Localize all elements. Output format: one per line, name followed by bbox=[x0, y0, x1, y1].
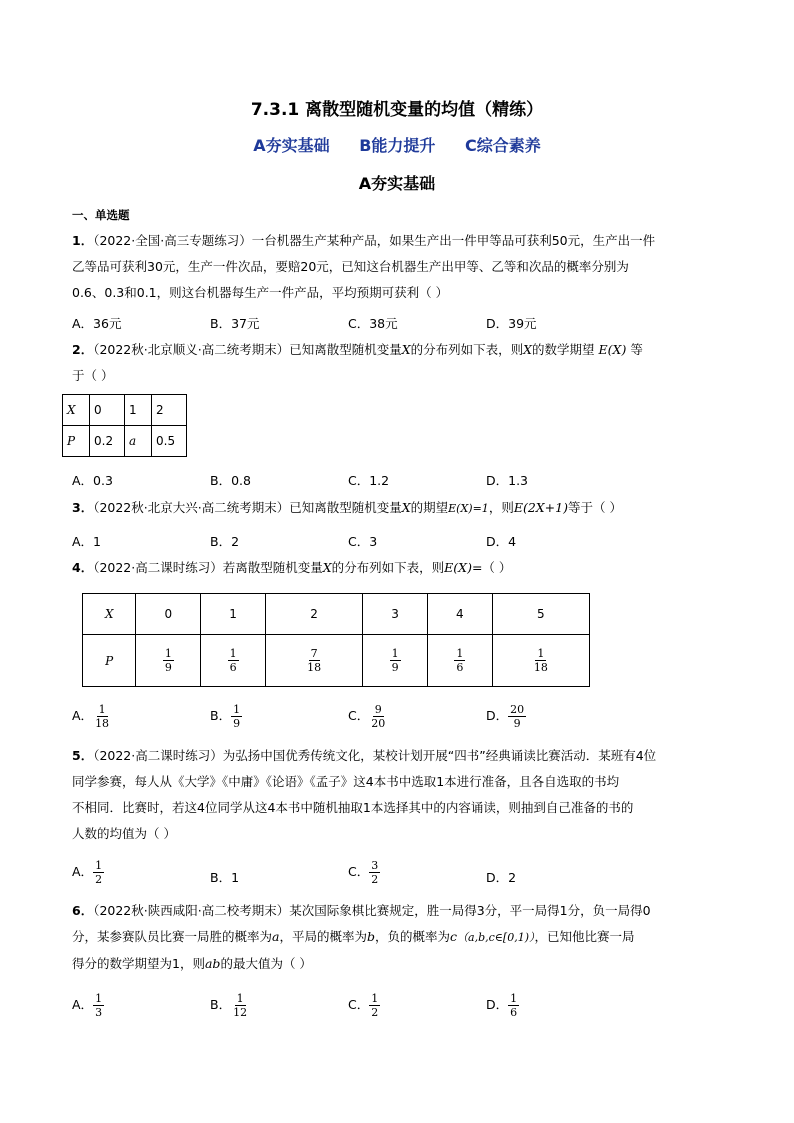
table-cell: $\frac{1}{18}$ bbox=[492, 635, 589, 687]
q4-distribution-table bbox=[82, 593, 590, 687]
question-4: 4．（2022·高二课时练习）若离散型随机变量X的分布列如下表，则E(X)=（ ） bbox=[72, 560, 512, 575]
table-cell: 0.2 bbox=[90, 426, 125, 457]
table-cell: $\frac{7}{18}$ bbox=[266, 635, 363, 687]
q1-line3: 0.6、0.3和0.1，则这台机器每生产一件产品，平均预期可获利（ ） bbox=[72, 285, 449, 300]
q2-option-b[interactable]: B．0.8 bbox=[210, 473, 251, 488]
table-cell: P bbox=[63, 426, 90, 457]
tab-a[interactable]: A夯实基础 bbox=[253, 136, 330, 155]
table-cell: 2 bbox=[266, 594, 363, 635]
table-cell: X bbox=[63, 395, 90, 426]
table-cell: 4 bbox=[427, 594, 492, 635]
table-row bbox=[63, 395, 187, 426]
q6-option-d[interactable]: D． $\frac{1}{6}$ bbox=[486, 992, 518, 1019]
table-cell: $\frac{1}{9}$ bbox=[363, 635, 428, 687]
q5-option-c[interactable]: C． $\frac{3}{2}$ bbox=[348, 859, 379, 886]
table-cell: $\frac{1}{9}$ bbox=[136, 635, 201, 687]
table-cell: 0 bbox=[136, 594, 201, 635]
table-row bbox=[83, 594, 590, 635]
q1-line1: 1．（2022·全国·高三专题练习）一台机器生产某种产品，如果生产出一件甲等品可获利50元，生产出一件 bbox=[72, 233, 656, 248]
q3-option-b[interactable]: B．2 bbox=[210, 534, 240, 549]
table-cell: 1 bbox=[125, 395, 152, 426]
q1-option-b[interactable]: B．37元 bbox=[210, 316, 260, 331]
question-3: 3．（2022秋·北京大兴·高二统考期末）已知离散型随机变量X的期望E(X)=1，则E(2X+1)等于（ ） bbox=[72, 500, 622, 515]
table-cell: P bbox=[83, 635, 136, 687]
table-cell: a bbox=[125, 426, 152, 457]
q1-option-c[interactable]: C．38元 bbox=[348, 316, 398, 331]
question-1 bbox=[72, 228, 655, 306]
table-cell: 3 bbox=[363, 594, 428, 635]
q3-option-d[interactable]: D．4 bbox=[486, 534, 517, 549]
q2-option-c[interactable]: C．1.2 bbox=[348, 473, 390, 488]
q1-option-a[interactable]: A．36元 bbox=[72, 316, 122, 331]
q1-line2: 乙等品可获利30元，生产一件次品，要赔20元，已知这台机器生产出甲等、乙等和次品的概率分别为 bbox=[72, 259, 629, 274]
q2-distribution-table bbox=[62, 394, 187, 457]
q4-option-b[interactable]: B． $\frac{1}{9}$ bbox=[210, 703, 241, 730]
q4-option-d[interactable]: D． $\frac{20}{9}$ bbox=[486, 703, 525, 730]
q3-option-c[interactable]: C．3 bbox=[348, 534, 378, 549]
section-tabs bbox=[0, 133, 794, 156]
table-cell: X bbox=[83, 594, 136, 635]
q1-option-d[interactable]: D．39元 bbox=[486, 316, 537, 331]
table-cell: 2 bbox=[152, 395, 187, 426]
tab-c[interactable]: C综合素养 bbox=[465, 136, 541, 155]
q4-option-a[interactable]: A． $\frac{1}{18}$ bbox=[72, 703, 110, 730]
q2-line1: 2．（2022秋·北京顺义·高二统考期末）已知离散型随机变量X的分布列如下表，则X的数学期望 E(X) 等 bbox=[72, 342, 643, 357]
table-row bbox=[83, 635, 590, 687]
q4-option-c[interactable]: C． $\frac{9}{20}$ bbox=[348, 703, 386, 730]
section-title: A夯实基础 bbox=[358, 174, 436, 193]
q5-line3: 不相同．比赛时，若这4位同学从这4本书中随机抽取1本选择其中的内容诵读，则抽到自己准备的书的 bbox=[72, 800, 634, 815]
q5-line4: 人数的均值为（ ） bbox=[72, 826, 176, 841]
question-2 bbox=[72, 337, 643, 389]
q2-option-d[interactable]: D．1.3 bbox=[486, 473, 529, 488]
q6-line1: 6．（2022秋·陕西咸阳·高二校考期末）某次国际象棋比赛规定，胜一局得3分，平一局得1分，负一局得0 bbox=[72, 903, 651, 918]
q3-option-a[interactable]: A．1 bbox=[72, 534, 102, 549]
table-cell: 0.5 bbox=[152, 426, 187, 457]
q5-line2: 同学参赛，每人从《大学》《中庸》《论语》《孟子》这4本书中选取1本进行准备，且各自选取的书均 bbox=[72, 774, 620, 789]
q5-line1: 5．（2022·高二课时练习）为弘扬中国优秀传统文化，某校计划开展“四书”经典诵读比赛活动．某班有4位 bbox=[72, 748, 657, 763]
tab-b[interactable]: B能力提升 bbox=[359, 136, 436, 155]
question-6 bbox=[72, 898, 651, 977]
table-cell: $\frac{1}{6}$ bbox=[427, 635, 492, 687]
q6-option-b[interactable]: B． $\frac{1}{12}$ bbox=[210, 992, 248, 1019]
table-cell: $\frac{1}{6}$ bbox=[201, 635, 266, 687]
table-cell: 5 bbox=[492, 594, 589, 635]
table-cell: 0 bbox=[90, 395, 125, 426]
q5-option-a[interactable]: A． $\frac{1}{2}$ bbox=[72, 859, 103, 886]
question-5 bbox=[72, 743, 656, 847]
q6-line3: 得分的数学期望为1，则ab的最大值为（ ） bbox=[72, 956, 312, 971]
page-title: 7.3.1 离散型随机变量的均值（精练） bbox=[250, 100, 544, 120]
table-cell: 1 bbox=[201, 594, 266, 635]
q2-line2: 于（ ） bbox=[72, 368, 114, 383]
q6-option-a[interactable]: A． $\frac{1}{3}$ bbox=[72, 992, 103, 1019]
q5-option-b[interactable]: B．1 bbox=[210, 870, 240, 885]
q6-line2: 分，某参赛队员比赛一局胜的概率为a，平局的概率为b，负的概率为c（a,b,c∈[0,1)），已知他比赛一局 bbox=[72, 929, 635, 944]
q6-option-c[interactable]: C． $\frac{1}{2}$ bbox=[348, 992, 379, 1019]
table-row bbox=[63, 426, 187, 457]
q2-option-a[interactable]: A．0.3 bbox=[72, 473, 113, 488]
q5-option-d[interactable]: D．2 bbox=[486, 870, 517, 885]
section-heading: 一、单选题 bbox=[72, 208, 130, 222]
